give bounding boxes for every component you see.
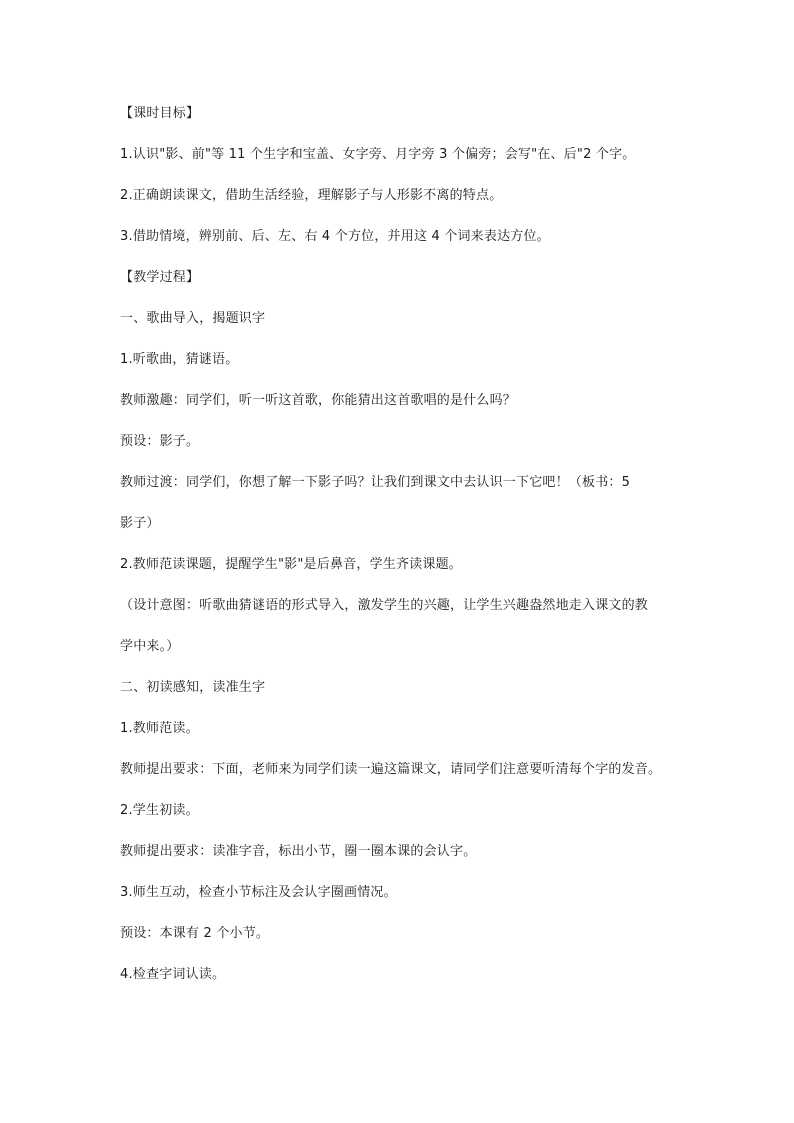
objective-2: 2.正确朗读课文，借助生活经验，理解影子与人形影不离的特点。	[120, 188, 503, 203]
teacher-prompt: 教师激趣：同学们，听一听这首歌，你能猜出这首歌唱的是什么吗？	[120, 393, 517, 408]
step-1-1: 1.听歌曲，猜谜语。	[120, 352, 239, 367]
step-2-3: 3.师生互动，检查小节标注及会认字圈画情况。	[120, 885, 397, 900]
objective-3: 3.借助情境，辨别前、后、左、右 4 个方位，并用这 4 个词来表达方位。	[120, 229, 550, 244]
section-heading-process: 【教学过程】	[120, 270, 200, 285]
document-body	[120, 104, 680, 1006]
step-2-1: 1.教师范读。	[120, 721, 199, 736]
step-1-2: 2.教师范读课题，提醒学生"影"是后鼻音，学生齐读课题。	[120, 557, 462, 572]
teacher-transition-cont: 影子）	[120, 516, 160, 531]
design-intent-cont: 学中来。）	[120, 639, 180, 654]
step-2-4: 4.检查字词认读。	[120, 967, 226, 982]
expected-answer: 预设：影子。	[120, 434, 200, 449]
design-intent: （设计意图：听歌曲猜谜语的形式导入，激发学生的兴趣，让学生兴趣盎然地走入课文的教	[120, 598, 649, 613]
section-heading-objectives: 【课时目标】	[120, 106, 200, 121]
teacher-requirement-2: 教师提出要求：读准字音，标出小节，圈一圈本课的会认字。	[120, 844, 477, 859]
expected-answer-2: 预设：本课有 2 个小节。	[120, 926, 270, 941]
teacher-transition: 教师过渡：同学们，你想了解一下影子吗？让我们到课文中去认识一下它吧！（板书：5	[120, 475, 631, 490]
objective-1: 1.认识"影、前"等 11 个生字和宝盖、女字旁、月字旁 3 个偏旁；会写"在、后"2 个字。	[120, 147, 636, 162]
teacher-requirement-1: 教师提出要求：下面，老师来为同学们读一遍这篇课文，请同学们注意要听清每个字的发音。	[120, 762, 662, 777]
subsection-heading-1: 一、歌曲导入，揭题识字	[120, 311, 266, 326]
step-2-2: 2.学生初读。	[120, 803, 199, 818]
subsection-heading-2: 二、初读感知，读准生字	[120, 680, 266, 695]
